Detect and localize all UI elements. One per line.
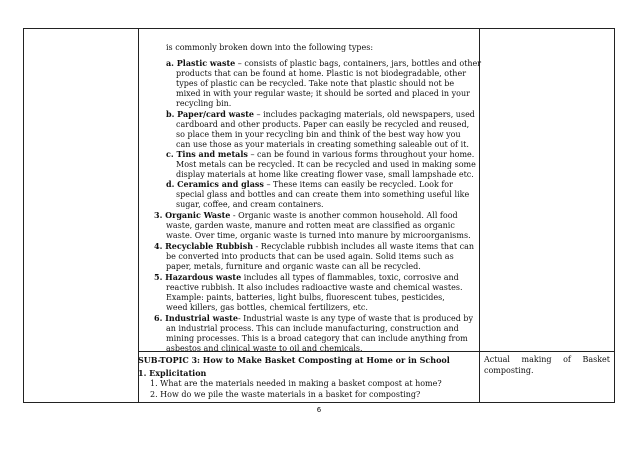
explicitation-question-1: 1. What are the materials needed in making a basket compost at home? [150, 379, 442, 388]
waste-type-text: waste. Over time, organic waste is turned into manure by microorganisms. [166, 231, 471, 241]
column-divider-left [138, 29, 139, 402]
waste-subtype-title: Plastic waste [176, 58, 236, 68]
waste-type-3 [154, 272, 476, 313]
waste-type-text: be converted into products that can be used again. Solid items such as [166, 251, 454, 261]
waste-type-text: - Industrial waste is any type of waste that is produced by [237, 313, 474, 323]
waste-subtype-text: so place them in your recycling bin and think of the best way how you [176, 129, 461, 139]
waste-type-text: mining processes. This is a broad category that can include anything from [166, 333, 468, 343]
waste-type-text: - Organic waste is another common household. All food [230, 211, 458, 220]
waste-subtype-text: recycling bin. [176, 99, 232, 109]
waste-subtype-text: special glass and bottles and can create them into something useful like [176, 190, 470, 200]
waste-subtype-3 [166, 149, 478, 180]
waste-subtype-2 [166, 109, 478, 150]
waste-subtype-text: display materials at home like creating flower vase, small lampshade etc. [176, 170, 474, 180]
page-number: 6 [316, 406, 322, 414]
waste-subtype-text: can use those as your materials in creating something saleable out of it. [176, 139, 469, 149]
waste-type-2 [154, 241, 476, 272]
waste-type-title: Organic Waste [165, 210, 231, 220]
waste-type-text: waste, garden waste, manure and rotten meat are classified as organic [166, 221, 455, 231]
waste-subtype-1 [166, 58, 482, 109]
waste-type-title: Industrial waste [165, 312, 238, 323]
activity-note-line2: composting. [484, 366, 534, 375]
waste-type-title: Recyclable Rubbish [165, 240, 254, 251]
waste-type-1 [154, 210, 476, 241]
waste-subtype-text: – These items can easily be recycled. Look for [263, 180, 453, 190]
waste-type-4 [154, 313, 476, 354]
waste-subtype-marker: b. [166, 108, 178, 119]
waste-subtype-text: products that can be found at home. Plastic is not biodegradable, other [176, 69, 467, 79]
waste-subtype-text: – can be found in various forms throughout your home. [247, 149, 475, 159]
waste-subtype-title: Ceramics and glass [177, 179, 264, 190]
waste-type-marker: 6. [154, 312, 166, 323]
waste-type-text: includes all types of flammables, toxic, corrosive and [241, 272, 459, 282]
waste-subtype-4 [166, 179, 478, 210]
waste-type-text: an industrial process. This can include manufacturing, construction and [166, 323, 459, 333]
activity-note: Actual making of Basket [484, 355, 610, 364]
column-divider-right [479, 29, 480, 402]
waste-subtype-title: Paper/card waste [177, 108, 254, 119]
waste-type-marker: 5. [154, 271, 166, 282]
waste-type-text: Example: paints, batteries, light bulbs, fluorescent tubes, pesticides, [166, 292, 445, 302]
waste-type-title: Hazardous waste [165, 271, 242, 282]
waste-type-marker: 3. [154, 210, 166, 220]
waste-type-text: reactive rubbish. It also includes radioactive waste and chemical wastes. [166, 282, 463, 292]
waste-type-text: paper, metals, furniture and organic waste can all be recycled. [166, 261, 421, 271]
waste-subtype-text: Most metals can be recycled. It can be recycled and used in making some [176, 159, 476, 169]
explicitation-heading: 1. Explicitation [138, 368, 207, 378]
waste-subtype-text: sugar, coffee, and cream containers. [176, 200, 324, 210]
waste-subtype-text: cardboard and other products. Paper can easily be recycled and reused, [176, 119, 470, 129]
waste-subtype-marker: a. [166, 58, 177, 68]
waste-type-marker: 4. [154, 240, 166, 251]
waste-subtype-title: Tins and metals [176, 148, 248, 159]
intro-text: is commonly broken down into the following types: [166, 43, 374, 52]
waste-type-text: weed killers, gas bottles, chemical fertilizers, etc. [166, 302, 368, 312]
waste-type-text: asbestos and clinical waste to oil and chemicals. [166, 343, 363, 353]
waste-subtype-marker: d. [166, 179, 178, 190]
explicitation-question-2: 2. How do we pile the waste materials in a basket for composting? [150, 390, 421, 399]
waste-subtype-text: – includes packaging materials, old newspapers, used [253, 109, 475, 119]
waste-type-text: - Recyclable rubbish includes all waste items that can [253, 241, 474, 251]
waste-subtype-text: – consists of plastic bags, containers, jars, bottles and other [235, 59, 482, 68]
subtopic-heading: SUB-TOPIC 3: How to Make Basket Composting at Home or in School [138, 355, 450, 365]
waste-subtype-text: types of plastic can be recycled. Take note that plastic should not be [176, 79, 455, 89]
waste-subtype-marker: c. [166, 148, 177, 159]
waste-subtype-text: mixed in with your regular waste; it should be sorted and placed in your [176, 89, 470, 99]
